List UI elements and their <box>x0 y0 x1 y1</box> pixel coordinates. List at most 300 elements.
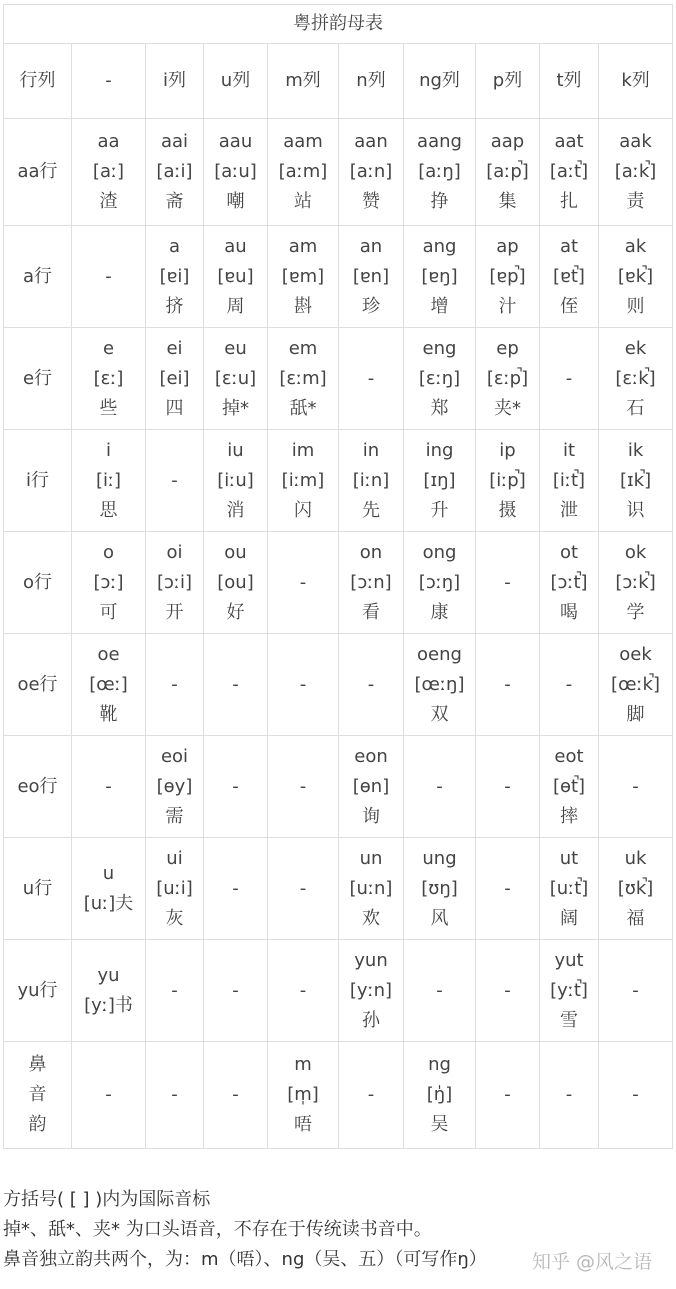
example-character: 挣 <box>430 191 449 212</box>
rime-cell <box>204 736 268 838</box>
ipa-transcription: [ʊŋ] <box>421 877 458 899</box>
empty-marker: - <box>565 367 573 389</box>
row-label <box>4 1042 72 1149</box>
rime-cell <box>476 838 540 940</box>
jyutping-spelling: au <box>224 235 247 257</box>
example-character: 好 <box>226 601 245 623</box>
ipa-transcription: [ɐp̚] <box>489 265 526 287</box>
example-character: 集 <box>498 191 517 212</box>
ipa-transcription: [aːŋ] <box>418 161 461 182</box>
ipa-transcription: [yːt̚] <box>550 979 588 1001</box>
empty-marker: - <box>565 673 573 695</box>
header-cell: u列 <box>204 44 268 119</box>
rime-cell <box>404 328 476 430</box>
rime-cell <box>72 328 146 430</box>
ipa-transcription: [uːn] <box>349 877 393 899</box>
ipa-transcription: [aː] <box>92 161 125 182</box>
jyutping-spelling: ip <box>499 439 516 461</box>
jyutping-spelling: yut <box>554 949 584 971</box>
rime-cell <box>146 532 204 634</box>
jyutping-spelling: yun <box>354 949 388 971</box>
jyutping-spelling: oeng <box>417 643 462 665</box>
jyutping-spelling: at <box>559 235 579 257</box>
jyutping-spelling: ap <box>496 235 519 257</box>
jyutping-spelling: ot <box>559 541 579 563</box>
rime-cell <box>599 634 673 736</box>
ipa-transcription: [ʊk̚] <box>617 877 654 899</box>
example-character: 询 <box>362 805 380 827</box>
empty-marker: - <box>232 775 239 797</box>
ipa-transcription: [ɛːk̚] <box>615 367 656 389</box>
header-cell: ng列 <box>404 44 476 119</box>
table-row <box>4 119 673 226</box>
jyutping-spelling: ou <box>224 541 247 563</box>
ipa-transcription: [ɛː] <box>93 367 124 389</box>
jyutping-spelling: un <box>359 847 383 869</box>
ipa-transcription: [aːm] <box>278 161 328 182</box>
example-character: 康 <box>430 601 449 623</box>
jyutping-spelling: on <box>359 541 383 563</box>
rime-cell <box>540 226 599 328</box>
ipa-transcription: [ɵt̚] <box>552 775 586 797</box>
example-character: 双 <box>430 703 449 725</box>
rime-cell <box>339 736 404 838</box>
rime-cell <box>204 634 268 736</box>
rime-cell <box>599 328 673 430</box>
rime-cell <box>72 838 146 940</box>
jyutping-spelling: aap <box>490 131 525 152</box>
empty-marker: - <box>504 877 511 899</box>
example-character: 升 <box>430 499 449 521</box>
empty-marker: - <box>299 673 307 695</box>
empty-marker: - <box>299 571 307 593</box>
empty-marker: - <box>367 367 375 389</box>
jyutping-spelling: ep <box>496 337 519 359</box>
jyutping-spelling: uk <box>624 847 647 869</box>
rime-cell <box>204 838 268 940</box>
rime-cell <box>339 119 404 226</box>
jyutping-spelling: eot <box>554 745 584 767</box>
empty-marker: - <box>367 673 375 695</box>
rime-cell <box>540 940 599 1042</box>
ipa-transcription: [ɔːt̚] <box>550 571 588 593</box>
row-label: a行 <box>4 226 72 328</box>
jyutping-spelling: o <box>102 541 114 563</box>
jyutping-spelling: ek <box>624 337 647 359</box>
jyutping-spelling: im <box>291 439 315 461</box>
example-character: 需 <box>165 805 184 827</box>
empty-marker: - <box>171 469 178 491</box>
rime-cell <box>599 838 673 940</box>
example-character: 可 <box>99 601 118 623</box>
rime-cell <box>72 736 146 838</box>
rime-cell <box>404 1042 476 1149</box>
table-row <box>4 328 673 430</box>
empty-marker: - <box>504 1084 511 1105</box>
rime-cell <box>404 838 476 940</box>
ipa-transcription: [ɪŋ] <box>423 469 456 491</box>
example-character: 风 <box>430 907 449 929</box>
jyutping-spelling: aang <box>417 131 462 152</box>
rime-cell <box>339 838 404 940</box>
jyutping-spelling: yu <box>97 964 120 986</box>
ipa-transcription: [aːt̚] <box>549 161 589 182</box>
example-character: 站 <box>294 191 312 212</box>
row-label: e行 <box>4 328 72 430</box>
jyutping-spelling: eon <box>354 745 388 767</box>
rime-cell <box>404 634 476 736</box>
empty-marker: - <box>232 877 239 899</box>
empty-marker: - <box>232 979 239 1001</box>
ipa-transcription: [uːt̚] <box>549 877 589 899</box>
header-cell: - <box>72 44 146 119</box>
ipa-transcription: [ɔːi] <box>157 571 192 593</box>
example-character: 吴 <box>430 1114 449 1135</box>
rime-cell <box>476 430 540 532</box>
row-label: u行 <box>4 838 72 940</box>
empty-marker: - <box>299 979 307 1001</box>
rime-cell <box>146 940 204 1042</box>
example-character: 雪 <box>560 1009 578 1031</box>
rime-cell <box>204 119 268 226</box>
empty-marker: - <box>632 1084 639 1105</box>
rime-cell <box>72 634 146 736</box>
rime-cell <box>268 119 339 226</box>
header-row <box>4 44 673 119</box>
example-character: 夹* <box>494 397 521 419</box>
jyutping-spelling: e <box>102 337 115 359</box>
row-label-line: 鼻 <box>28 1054 47 1075</box>
rime-cell <box>599 226 673 328</box>
ipa-transcription: [ɛːu] <box>214 367 257 389</box>
rime-cell <box>146 119 204 226</box>
example-character: 脚 <box>626 703 645 725</box>
cantonese-rime-table <box>3 4 673 1149</box>
rime-cell <box>268 736 339 838</box>
jyutping-spelling: ik <box>627 439 644 461</box>
table-row <box>4 736 673 838</box>
jyutping-spelling: u <box>102 862 115 884</box>
rime-cell <box>339 532 404 634</box>
ipa-transcription: [iːm] <box>281 469 325 491</box>
jyutping-spelling: ng <box>428 1054 451 1075</box>
jyutping-spelling: an <box>359 235 383 257</box>
empty-marker: - <box>232 673 239 695</box>
row-label: i行 <box>4 430 72 532</box>
rime-cell <box>146 736 204 838</box>
ipa-transcription: [ɐŋ] <box>421 265 458 287</box>
example-character: 责 <box>626 191 645 212</box>
rime-cell <box>268 430 339 532</box>
jyutping-spelling: ing <box>425 439 454 461</box>
rime-cell <box>268 226 339 328</box>
jyutping-spelling: ong <box>422 541 457 563</box>
rime-cell <box>476 226 540 328</box>
empty-marker: - <box>105 775 112 797</box>
example-character: 斟 <box>294 295 312 317</box>
table-row <box>4 532 673 634</box>
rime-cell <box>72 119 146 226</box>
rime-cell <box>339 1042 404 1149</box>
example-character: 嘲 <box>226 191 245 212</box>
ipa-transcription: [ɐm] <box>281 265 325 287</box>
jyutping-spelling: ei <box>166 337 183 359</box>
jyutping-spelling: aa <box>97 131 120 152</box>
example-character: 泄 <box>560 499 578 521</box>
ipa-transcription: [ɐn] <box>352 265 390 287</box>
rime-cell <box>268 838 339 940</box>
example-character: 开 <box>165 601 184 623</box>
rime-table-container <box>3 4 672 1149</box>
example-character: 斋 <box>165 191 184 212</box>
example-character: 挤 <box>165 295 184 317</box>
rime-cell <box>476 736 540 838</box>
example-character: 摔 <box>560 805 578 827</box>
row-label: yu行 <box>4 940 72 1042</box>
ipa-transcription: [ɛːŋ] <box>418 367 461 389</box>
jyutping-spelling: oe <box>97 643 120 665</box>
rime-cell <box>404 940 476 1042</box>
ipa-transcription: [m̩] <box>287 1084 319 1105</box>
empty-marker: - <box>436 775 443 797</box>
example-character: 掉* <box>222 397 249 419</box>
jyutping-spelling: aat <box>554 131 584 152</box>
rime-cell <box>268 634 339 736</box>
note-ipa: 方括号( [ ] )内为国际音标 <box>3 1189 211 1210</box>
jyutping-spelling: a <box>168 235 181 257</box>
example-character: 渣 <box>99 191 118 212</box>
empty-marker: - <box>632 979 639 1001</box>
rime-cell <box>540 532 599 634</box>
jyutping-spelling: eoi <box>160 745 189 767</box>
table-title: 粤拼韵母表 <box>4 5 673 44</box>
rime-cell <box>146 430 204 532</box>
rime-cell <box>540 328 599 430</box>
ipa-transcription: [ɔːn] <box>350 571 392 593</box>
example-character: 石 <box>626 397 645 419</box>
ipa-transcription: [ɐk̚] <box>617 265 654 287</box>
rime-cell <box>339 940 404 1042</box>
empty-marker: - <box>232 1084 239 1105</box>
example-character: 四 <box>165 397 184 419</box>
ipa-transcription: [yːn] <box>349 979 393 1001</box>
rime-cell <box>72 940 146 1042</box>
empty-marker: - <box>367 1084 375 1105</box>
watermark: 知乎 @风之语 <box>532 1251 653 1273</box>
jyutping-spelling: oi <box>166 541 183 563</box>
empty-marker: - <box>171 673 178 695</box>
empty-marker: - <box>299 877 307 899</box>
rime-cell <box>204 430 268 532</box>
example-character: 思 <box>99 499 118 521</box>
example-character: 扎 <box>560 191 578 212</box>
jyutping-spelling: ui <box>166 847 183 869</box>
ipa-transcription: [yː]书 <box>84 994 133 1016</box>
rime-cell <box>339 226 404 328</box>
example-character: 赞 <box>362 191 380 212</box>
example-character: 欢 <box>362 907 380 929</box>
jyutping-spelling: aau <box>218 131 253 152</box>
empty-marker: - <box>105 1084 112 1105</box>
rime-cell <box>404 532 476 634</box>
jyutping-spelling: aan <box>354 131 388 152</box>
jyutping-spelling: m <box>294 1054 312 1075</box>
ipa-transcription: [ɵy] <box>156 775 193 797</box>
rime-cell <box>204 940 268 1042</box>
ipa-transcription: [ɔː] <box>93 571 124 593</box>
rime-cell <box>540 1042 599 1149</box>
rime-cell <box>476 940 540 1042</box>
note-nasal: 鼻音独立韵共两个，为：m（唔）、ng（吴、五）（可写作ŋ） <box>3 1249 487 1270</box>
header-cell: i列 <box>146 44 204 119</box>
rime-cell <box>404 736 476 838</box>
ipa-transcription: [ou] <box>217 571 254 593</box>
jyutping-spelling: in <box>362 439 380 461</box>
rime-cell <box>146 328 204 430</box>
rime-cell <box>599 1042 673 1149</box>
ipa-transcription: [ɔːk̚] <box>615 571 656 593</box>
table-row <box>4 226 673 328</box>
ipa-transcription: [uːi] <box>156 877 193 899</box>
rime-cell <box>146 838 204 940</box>
jyutping-spelling: ang <box>422 235 457 257</box>
rime-cell <box>268 328 339 430</box>
rime-cell <box>204 1042 268 1149</box>
ipa-transcription: [ɐi] <box>159 265 190 287</box>
rime-cell <box>204 226 268 328</box>
rime-cell <box>476 328 540 430</box>
example-character: 些 <box>99 397 118 419</box>
example-character: 识 <box>626 499 645 521</box>
empty-marker: - <box>171 979 178 1001</box>
row-label-line: 音 <box>28 1084 47 1105</box>
table-row <box>4 838 673 940</box>
example-character: 唔 <box>294 1114 312 1135</box>
example-character: 先 <box>362 499 380 521</box>
note-colloquial: 掉*、舐*、夹* 为口头语音，不存在于传统读书音中。 <box>3 1219 432 1240</box>
rime-cell <box>540 838 599 940</box>
rime-cell <box>72 532 146 634</box>
rime-cell <box>599 736 673 838</box>
ipa-transcription: [ɵn] <box>352 775 390 797</box>
example-character: 喝 <box>560 601 578 623</box>
ipa-transcription: [œːk̚] <box>611 673 660 695</box>
rime-cell <box>599 532 673 634</box>
ipa-transcription: [iːn] <box>352 469 390 491</box>
header-cell: t列 <box>540 44 599 119</box>
empty-marker: - <box>632 775 639 797</box>
jyutping-spelling: it <box>562 439 576 461</box>
header-cell: k列 <box>599 44 673 119</box>
jyutping-spelling: ung <box>422 847 457 869</box>
example-character: 则 <box>626 295 645 317</box>
header-cell: m列 <box>268 44 339 119</box>
ipa-transcription: [iːt̚] <box>552 469 586 491</box>
row-label: o行 <box>4 532 72 634</box>
example-character: 侄 <box>560 295 578 317</box>
empty-marker: - <box>504 979 511 1001</box>
jyutping-spelling: am <box>288 235 318 257</box>
rime-cell <box>204 328 268 430</box>
example-character: 郑 <box>430 397 449 419</box>
ipa-transcription: [aːn] <box>349 161 393 182</box>
table-row <box>4 1042 673 1149</box>
rime-cell <box>72 226 146 328</box>
rime-cell <box>476 532 540 634</box>
example-character: 靴 <box>99 703 118 725</box>
empty-marker: - <box>504 775 511 797</box>
jyutping-spelling: eng <box>422 337 457 359</box>
ipa-transcription: [ɛːm] <box>279 367 327 389</box>
table-row <box>4 940 673 1042</box>
jyutping-spelling: aak <box>619 131 652 152</box>
jyutping-spelling: eu <box>224 337 247 359</box>
rime-cell <box>339 634 404 736</box>
ipa-transcription: [ɔːŋ] <box>418 571 461 593</box>
header-cell: p列 <box>476 44 540 119</box>
ipa-transcription: [ei] <box>159 367 190 389</box>
empty-marker: - <box>171 1084 178 1105</box>
ipa-transcription: [œː] <box>89 673 128 695</box>
jyutping-spelling: oek <box>619 643 652 665</box>
example-character: 珍 <box>362 295 380 317</box>
jyutping-spelling: aai <box>160 131 189 152</box>
rime-cell <box>599 430 673 532</box>
ipa-transcription: [ɛːp̚] <box>486 367 529 389</box>
rime-cell <box>404 430 476 532</box>
jyutping-spelling: iu <box>227 439 244 461</box>
example-character: 舐* <box>289 397 317 419</box>
rime-cell <box>540 430 599 532</box>
example-character: 增 <box>430 295 449 317</box>
rime-cell <box>204 532 268 634</box>
example-character: 消 <box>226 499 245 521</box>
ipa-transcription: [iː] <box>95 469 122 491</box>
example-character: 摄 <box>498 499 517 521</box>
rime-cell <box>476 1042 540 1149</box>
jyutping-spelling: ak <box>624 235 647 257</box>
example-character: 孙 <box>362 1009 380 1031</box>
example-character: 福 <box>626 907 645 929</box>
row-label-line: 韵 <box>28 1114 47 1135</box>
rime-cell <box>268 532 339 634</box>
header-cell: n列 <box>339 44 404 119</box>
rime-cell <box>146 1042 204 1149</box>
row-label: eo行 <box>4 736 72 838</box>
ipa-transcription: [ɐu] <box>217 265 254 287</box>
ipa-transcription: [ɐt̚] <box>553 265 585 287</box>
jyutping-spelling: ut <box>559 847 579 869</box>
rime-cell <box>599 940 673 1042</box>
example-character: 看 <box>362 601 380 623</box>
rime-cell <box>476 119 540 226</box>
rime-cell <box>404 226 476 328</box>
ipa-transcription: [aːk̚] <box>614 161 657 182</box>
ipa-transcription: [ŋ̍] <box>426 1084 453 1105</box>
ipa-transcription: [aːp̚] <box>486 161 529 182</box>
row-label: aa行 <box>4 119 72 226</box>
ipa-transcription: [aːu] <box>214 161 257 182</box>
example-character: 学 <box>626 601 645 623</box>
example-character: 灰 <box>165 907 184 929</box>
row-label: oe行 <box>4 634 72 736</box>
header-cell: 行列 <box>4 44 72 119</box>
rime-cell <box>339 328 404 430</box>
empty-marker: - <box>105 265 112 287</box>
rime-cell <box>599 119 673 226</box>
rime-cell <box>72 1042 146 1149</box>
empty-marker: - <box>436 979 443 1001</box>
